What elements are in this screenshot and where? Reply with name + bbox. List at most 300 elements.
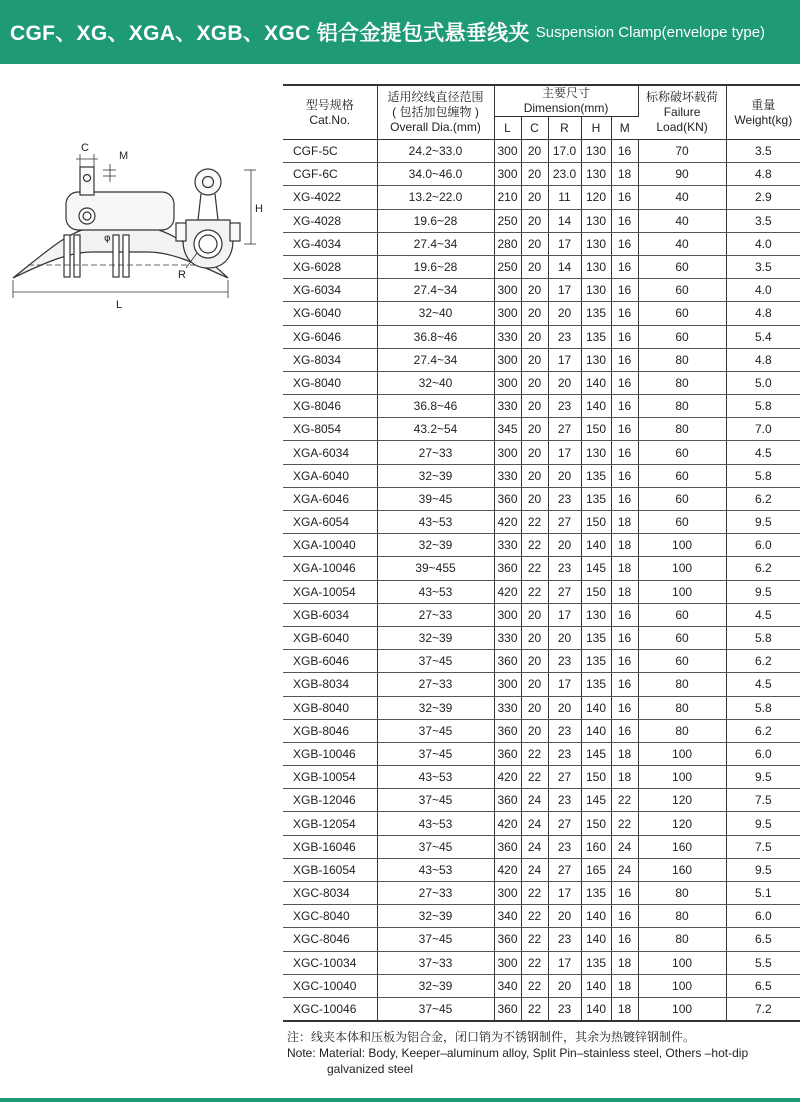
cell-dim-l: 300 (494, 163, 521, 186)
cell-dim-m: 16 (611, 371, 638, 394)
cell-cat-no: XGB-8040 (283, 696, 377, 719)
cell-dim-r: 17 (548, 279, 581, 302)
table-row (283, 742, 800, 765)
cell-dim-m: 16 (611, 186, 638, 209)
table-row (283, 487, 800, 510)
header-dim-h: H (581, 117, 611, 140)
cell-weight: 4.0 (726, 279, 800, 302)
dim-label-h: H (255, 203, 263, 215)
cell-failure-load: 60 (638, 650, 726, 673)
cell-cat-no: XG-6040 (283, 302, 377, 325)
cell-weight: 6.5 (726, 974, 800, 997)
cell-failure-load: 80 (638, 696, 726, 719)
cell-dim-m: 16 (611, 719, 638, 742)
header-weight-en: Weight(kg) (734, 112, 793, 127)
cell-weight: 6.2 (726, 719, 800, 742)
cell-dim-c: 22 (521, 928, 548, 951)
table-body (283, 140, 800, 1022)
cell-overall-dia: 27.4~34 (377, 279, 494, 302)
cell-dim-m: 18 (611, 557, 638, 580)
cell-cat-no: XGB-10046 (283, 742, 377, 765)
cell-dim-r: 23 (548, 325, 581, 348)
cell-dim-r: 20 (548, 464, 581, 487)
cell-weight: 5.0 (726, 371, 800, 394)
note-cn: 注：线夹本体和压板为铝合金，闭口销为不锈钢制件，其余为热镀锌钢制件。 (287, 1030, 696, 1044)
header-load-cn: 标称破坏载荷 (646, 90, 719, 104)
cell-dim-r: 17 (548, 951, 581, 974)
cell-dim-m: 16 (611, 882, 638, 905)
cell-cat-no: XGB-6040 (283, 626, 377, 649)
cell-dim-r: 23 (548, 928, 581, 951)
cell-dim-l: 360 (494, 487, 521, 510)
table-row (283, 997, 800, 1021)
cell-dim-c: 20 (521, 163, 548, 186)
header-cat (283, 85, 377, 140)
cell-cat-no: XG-8040 (283, 371, 377, 394)
cell-dim-c: 20 (521, 418, 548, 441)
cell-dim-h: 140 (581, 395, 611, 418)
cell-overall-dia: 32~39 (377, 696, 494, 719)
header-load-en2: Load(KN) (656, 120, 708, 134)
cell-dim-h: 140 (581, 534, 611, 557)
table-row (283, 395, 800, 418)
table-row (283, 766, 800, 789)
cell-cat-no: XGA-6034 (283, 441, 377, 464)
cell-dim-c: 20 (521, 186, 548, 209)
cell-overall-dia: 37~45 (377, 719, 494, 742)
cell-dim-l: 360 (494, 650, 521, 673)
cell-failure-load: 60 (638, 487, 726, 510)
cell-dim-c: 20 (521, 348, 548, 371)
cell-dim-r: 14 (548, 209, 581, 232)
cell-weight: 7.5 (726, 835, 800, 858)
cell-dim-h: 135 (581, 882, 611, 905)
header-load (638, 85, 726, 140)
cell-overall-dia: 19.6~28 (377, 255, 494, 278)
cell-dim-l: 330 (494, 696, 521, 719)
cell-dim-c: 20 (521, 650, 548, 673)
cell-overall-dia: 32~40 (377, 371, 494, 394)
cell-cat-no: XGC-8040 (283, 905, 377, 928)
cell-cat-no: XG-8054 (283, 418, 377, 441)
cell-dim-c: 22 (521, 905, 548, 928)
cell-dim-c: 22 (521, 951, 548, 974)
cell-weight: 5.8 (726, 626, 800, 649)
cell-overall-dia: 37~45 (377, 650, 494, 673)
cell-dim-c: 22 (521, 882, 548, 905)
header-dia-cn1: 适用绞线直径范围 (387, 90, 484, 104)
cell-dim-r: 23 (548, 789, 581, 812)
title-english: Suspension Clamp(envelope type) (535, 23, 766, 41)
cell-cat-no: XG-6034 (283, 279, 377, 302)
cell-dim-h: 140 (581, 719, 611, 742)
cell-dim-r: 23 (548, 650, 581, 673)
cell-failure-load: 160 (638, 858, 726, 881)
cell-cat-no: XG-4022 (283, 186, 377, 209)
table-header (283, 85, 800, 140)
cell-cat-no: XG-8046 (283, 395, 377, 418)
cell-dim-c: 22 (521, 534, 548, 557)
header-weight (726, 85, 800, 140)
cell-weight: 5.8 (726, 464, 800, 487)
cell-cat-no: XGC-10040 (283, 974, 377, 997)
cell-cat-no: XGB-16046 (283, 835, 377, 858)
cell-dim-r: 23 (548, 557, 581, 580)
cell-dim-l: 330 (494, 464, 521, 487)
table-row (283, 441, 800, 464)
cell-weight: 5.4 (726, 325, 800, 348)
cell-dim-h: 135 (581, 673, 611, 696)
cell-dim-m: 16 (611, 348, 638, 371)
cell-weight: 9.5 (726, 812, 800, 835)
cell-dim-r: 27 (548, 511, 581, 534)
cell-dim-r: 23 (548, 487, 581, 510)
cell-dim-h: 140 (581, 928, 611, 951)
cell-dim-l: 300 (494, 279, 521, 302)
cell-weight: 4.5 (726, 603, 800, 626)
cell-dim-r: 20 (548, 696, 581, 719)
cell-weight: 6.0 (726, 905, 800, 928)
cell-dim-l: 420 (494, 858, 521, 881)
cell-weight: 4.8 (726, 302, 800, 325)
cell-cat-no: XGB-6046 (283, 650, 377, 673)
table-row (283, 951, 800, 974)
header-cat-cn: 型号规格 (305, 97, 354, 112)
cell-dim-l: 300 (494, 302, 521, 325)
bottom-rule (0, 1098, 800, 1102)
cell-dim-r: 27 (548, 418, 581, 441)
cell-overall-dia: 37~45 (377, 789, 494, 812)
cell-cat-no: XGC-10046 (283, 997, 377, 1021)
table-row (283, 557, 800, 580)
cell-overall-dia: 32~39 (377, 534, 494, 557)
cell-dim-m: 16 (611, 209, 638, 232)
cell-dim-h: 150 (581, 580, 611, 603)
cell-cat-no: XGB-16054 (283, 858, 377, 881)
cell-dim-r: 20 (548, 302, 581, 325)
cell-dim-m: 16 (611, 928, 638, 951)
cell-weight: 5.8 (726, 395, 800, 418)
cell-dim-m: 18 (611, 951, 638, 974)
cell-failure-load: 80 (638, 395, 726, 418)
dim-label-phi: φ (104, 233, 111, 244)
cell-failure-load: 80 (638, 673, 726, 696)
cell-dim-c: 20 (521, 232, 548, 255)
cell-weight: 3.5 (726, 209, 800, 232)
cell-weight: 9.5 (726, 580, 800, 603)
header-weight-cn: 重量 (751, 97, 776, 112)
cell-cat-no: XGA-6046 (283, 487, 377, 510)
cell-dim-c: 20 (521, 371, 548, 394)
cell-overall-dia: 37~33 (377, 951, 494, 974)
cell-dim-r: 23 (548, 997, 581, 1021)
cell-overall-dia: 37~45 (377, 997, 494, 1021)
cell-weight: 3.5 (726, 255, 800, 278)
cell-weight: 6.2 (726, 487, 800, 510)
cell-dim-c: 22 (521, 557, 548, 580)
notes (287, 1029, 748, 1077)
cell-failure-load: 40 (638, 209, 726, 232)
cell-dim-h: 160 (581, 835, 611, 858)
cell-weight: 4.8 (726, 348, 800, 371)
table-row (283, 812, 800, 835)
cell-failure-load: 120 (638, 812, 726, 835)
table-row (283, 580, 800, 603)
cell-dim-c: 20 (521, 140, 548, 163)
table-row (283, 511, 800, 534)
cell-dim-m: 16 (611, 464, 638, 487)
note-en-line1: Note: Material: Body, Keeper–aluminum alloy, Split Pin–stainless steel, Others –hot-dip (287, 1046, 749, 1060)
cell-cat-no: XG-4034 (283, 232, 377, 255)
cell-dim-c: 22 (521, 511, 548, 534)
cell-weight: 7.2 (726, 997, 800, 1021)
cell-weight: 9.5 (726, 511, 800, 534)
cell-cat-no: XG-6046 (283, 325, 377, 348)
cell-cat-no: XGC-8046 (283, 928, 377, 951)
header-dia-cn2: ( 包括加包缠物 ) (392, 105, 479, 119)
cell-dim-h: 140 (581, 696, 611, 719)
cell-dim-r: 20 (548, 371, 581, 394)
cell-dim-h: 130 (581, 348, 611, 371)
cell-dim-m: 22 (611, 789, 638, 812)
cell-overall-dia: 39~455 (377, 557, 494, 580)
cell-failure-load: 80 (638, 928, 726, 951)
cell-dim-h: 135 (581, 464, 611, 487)
cell-overall-dia: 27~33 (377, 673, 494, 696)
cell-dim-m: 16 (611, 395, 638, 418)
cell-dim-l: 250 (494, 255, 521, 278)
cell-overall-dia: 24.2~33.0 (377, 140, 494, 163)
cell-dim-l: 300 (494, 882, 521, 905)
cell-dim-m: 18 (611, 997, 638, 1021)
cell-dim-l: 330 (494, 395, 521, 418)
table-row (283, 371, 800, 394)
cell-dim-r: 27 (548, 858, 581, 881)
cell-weight: 7.5 (726, 789, 800, 812)
cell-dim-l: 330 (494, 325, 521, 348)
cell-overall-dia: 37~45 (377, 835, 494, 858)
cell-dim-r: 20 (548, 974, 581, 997)
cell-dim-r: 14 (548, 255, 581, 278)
cell-dim-c: 20 (521, 696, 548, 719)
cell-overall-dia: 36.8~46 (377, 395, 494, 418)
cell-dim-c: 22 (521, 997, 548, 1021)
cell-dim-h: 130 (581, 255, 611, 278)
cell-dim-c: 24 (521, 858, 548, 881)
dim-label-l: L (116, 299, 123, 311)
table-row (283, 673, 800, 696)
cell-dim-l: 360 (494, 557, 521, 580)
cell-dim-l: 360 (494, 997, 521, 1021)
cell-dim-r: 23 (548, 719, 581, 742)
cell-dim-c: 20 (521, 279, 548, 302)
cell-cat-no: XGB-10054 (283, 766, 377, 789)
dim-label-r: R (178, 269, 186, 281)
cell-cat-no: XGC-8034 (283, 882, 377, 905)
cell-dim-l: 420 (494, 580, 521, 603)
table-row (283, 789, 800, 812)
cell-dim-r: 23.0 (548, 163, 581, 186)
cell-dim-r: 23 (548, 395, 581, 418)
header-dia (377, 85, 494, 140)
header-cat-en: Cat.No. (309, 112, 351, 127)
cell-weight: 3.5 (726, 140, 800, 163)
cell-failure-load: 60 (638, 255, 726, 278)
cell-dim-h: 135 (581, 487, 611, 510)
cell-failure-load: 60 (638, 464, 726, 487)
cell-dim-h: 130 (581, 209, 611, 232)
cell-dim-m: 16 (611, 626, 638, 649)
cell-overall-dia: 27~33 (377, 603, 494, 626)
cell-overall-dia: 27~33 (377, 441, 494, 464)
cell-dim-c: 20 (521, 626, 548, 649)
table-row (283, 603, 800, 626)
table-row (283, 974, 800, 997)
cell-dim-h: 130 (581, 232, 611, 255)
cell-cat-no: XGA-6054 (283, 511, 377, 534)
cell-dim-r: 17 (548, 673, 581, 696)
title-bar (0, 0, 800, 64)
cell-overall-dia: 19.6~28 (377, 209, 494, 232)
cell-dim-l: 360 (494, 789, 521, 812)
cell-dim-r: 17 (548, 441, 581, 464)
cell-dim-h: 150 (581, 511, 611, 534)
cell-cat-no: XGB-8034 (283, 673, 377, 696)
cell-dim-m: 18 (611, 580, 638, 603)
cell-failure-load: 100 (638, 766, 726, 789)
cell-overall-dia: 32~39 (377, 974, 494, 997)
cell-dim-l: 300 (494, 140, 521, 163)
table-row (283, 255, 800, 278)
cell-failure-load: 40 (638, 232, 726, 255)
cell-overall-dia: 43~53 (377, 580, 494, 603)
cell-dim-m: 16 (611, 673, 638, 696)
cell-dim-h: 135 (581, 325, 611, 348)
table-row (283, 302, 800, 325)
cell-cat-no: XGA-10054 (283, 580, 377, 603)
cell-dim-m: 16 (611, 232, 638, 255)
cell-dim-m: 16 (611, 487, 638, 510)
clamp-drawing (8, 140, 268, 315)
cell-cat-no: CGF-6C (283, 163, 377, 186)
cell-dim-h: 130 (581, 279, 611, 302)
cell-overall-dia: 37~45 (377, 742, 494, 765)
cell-dim-m: 16 (611, 696, 638, 719)
cell-dim-h: 150 (581, 812, 611, 835)
cell-dim-r: 23 (548, 835, 581, 858)
cell-dim-r: 23 (548, 742, 581, 765)
cell-dim-h: 130 (581, 441, 611, 464)
cell-dim-m: 24 (611, 835, 638, 858)
cell-dim-h: 130 (581, 140, 611, 163)
cell-dim-l: 300 (494, 951, 521, 974)
cell-dim-c: 24 (521, 812, 548, 835)
spec-table (283, 84, 800, 1022)
cell-dim-c: 20 (521, 464, 548, 487)
cell-weight: 4.5 (726, 441, 800, 464)
header-dia-en: Overall Dia.(mm) (390, 120, 481, 134)
cell-dim-l: 360 (494, 928, 521, 951)
table-row (283, 905, 800, 928)
cell-cat-no: XGB-12054 (283, 812, 377, 835)
cell-failure-load: 60 (638, 441, 726, 464)
cell-dim-c: 22 (521, 580, 548, 603)
cell-dim-m: 16 (611, 650, 638, 673)
cell-dim-m: 16 (611, 279, 638, 302)
cell-dim-h: 150 (581, 766, 611, 789)
cell-dim-h: 120 (581, 186, 611, 209)
cell-failure-load: 100 (638, 974, 726, 997)
cell-failure-load: 90 (638, 163, 726, 186)
table-row (283, 163, 800, 186)
cell-overall-dia: 32~40 (377, 302, 494, 325)
cell-dim-h: 150 (581, 418, 611, 441)
cell-failure-load: 80 (638, 371, 726, 394)
header-dim-r: R (548, 117, 581, 140)
cell-dim-r: 20 (548, 905, 581, 928)
table-row (283, 650, 800, 673)
cell-weight: 4.5 (726, 673, 800, 696)
cell-dim-m: 18 (611, 974, 638, 997)
cell-failure-load: 100 (638, 742, 726, 765)
cell-dim-m: 18 (611, 163, 638, 186)
cell-dim-l: 280 (494, 232, 521, 255)
cell-dim-r: 27 (548, 812, 581, 835)
cell-dim-r: 20 (548, 534, 581, 557)
cell-dim-l: 300 (494, 673, 521, 696)
cell-dim-m: 24 (611, 858, 638, 881)
header-dim-c: C (521, 117, 548, 140)
cell-overall-dia: 37~45 (377, 928, 494, 951)
cell-dim-l: 420 (494, 812, 521, 835)
cell-weight: 6.5 (726, 928, 800, 951)
cell-failure-load: 70 (638, 140, 726, 163)
cell-cat-no: XG-4028 (283, 209, 377, 232)
table-row (283, 418, 800, 441)
cell-failure-load: 40 (638, 186, 726, 209)
cell-dim-l: 210 (494, 186, 521, 209)
cell-dim-h: 145 (581, 557, 611, 580)
cell-dim-c: 22 (521, 974, 548, 997)
cell-failure-load: 80 (638, 719, 726, 742)
cell-cat-no: XGA-6040 (283, 464, 377, 487)
cell-dim-h: 130 (581, 163, 611, 186)
cell-dim-m: 16 (611, 255, 638, 278)
cell-dim-l: 250 (494, 209, 521, 232)
cell-dim-l: 345 (494, 418, 521, 441)
cell-failure-load: 120 (638, 789, 726, 812)
cell-dim-l: 340 (494, 974, 521, 997)
cell-weight: 9.5 (726, 858, 800, 881)
cell-weight: 5.8 (726, 696, 800, 719)
cell-cat-no: XGB-6034 (283, 603, 377, 626)
cell-cat-no: XG-6028 (283, 255, 377, 278)
cell-dim-r: 17 (548, 882, 581, 905)
cell-overall-dia: 43~53 (377, 812, 494, 835)
cell-overall-dia: 27~33 (377, 882, 494, 905)
cell-weight: 9.5 (726, 766, 800, 789)
cell-dim-m: 16 (611, 140, 638, 163)
cell-failure-load: 100 (638, 951, 726, 974)
cell-dim-r: 17 (548, 232, 581, 255)
cell-dim-c: 24 (521, 789, 548, 812)
cell-failure-load: 100 (638, 997, 726, 1021)
header-dim-cn: 主要尺寸 (542, 86, 591, 100)
table-row (283, 928, 800, 951)
cell-dim-c: 24 (521, 835, 548, 858)
table-row (283, 882, 800, 905)
cell-dim-h: 145 (581, 742, 611, 765)
